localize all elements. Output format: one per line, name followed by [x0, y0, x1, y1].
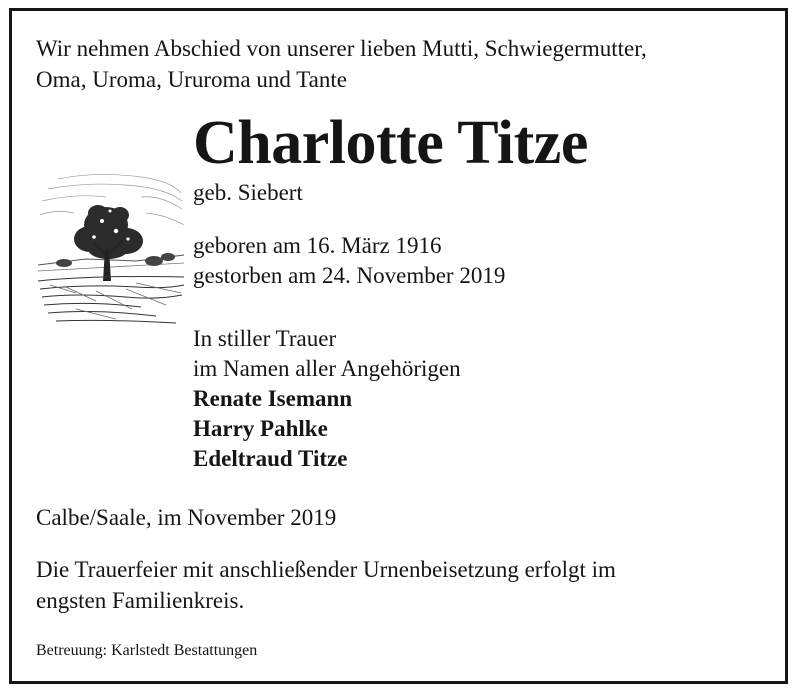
tree-landscape-sketch [36, 169, 186, 334]
intro-line-1: Wir nehmen Abschied von unserer lieben Mutti, Schwiegermutter, [36, 36, 647, 61]
maiden-name: geb. Siebert [193, 180, 303, 205]
intro-line-2: Oma, Uroma, Ururoma und Tante [36, 67, 347, 92]
mourner-name: Renate Isemann [193, 386, 353, 411]
mourning-line-1: In stiller Trauer [193, 326, 337, 351]
funeral-home-credit: Betreuung: Karlstedt Bestattungen [36, 642, 258, 659]
mourner-name: Edeltraud Titze [193, 446, 348, 471]
intro-text [36, 33, 766, 95]
ceremony-line-1: Die Trauerfeier mit anschließender Urnenbeisetzung erfolgt im [36, 557, 616, 582]
obituary-notice [9, 8, 788, 684]
mourner-name: Harry Pahlke [193, 416, 328, 441]
ceremony-line-2: engsten Familienkreis. [36, 588, 245, 613]
mourners-block [193, 324, 461, 474]
ceremony-info [36, 554, 768, 616]
deceased-name: Charlotte Titze [193, 109, 588, 177]
death-date: gestorben am 24. November 2019 [193, 263, 506, 288]
mourning-line-2: im Namen aller Angehörigen [193, 356, 461, 381]
birth-date: geboren am 16. März 1916 [193, 233, 442, 258]
life-dates [193, 231, 505, 291]
place-and-date: Calbe/Saale, im November 2019 [36, 505, 337, 530]
